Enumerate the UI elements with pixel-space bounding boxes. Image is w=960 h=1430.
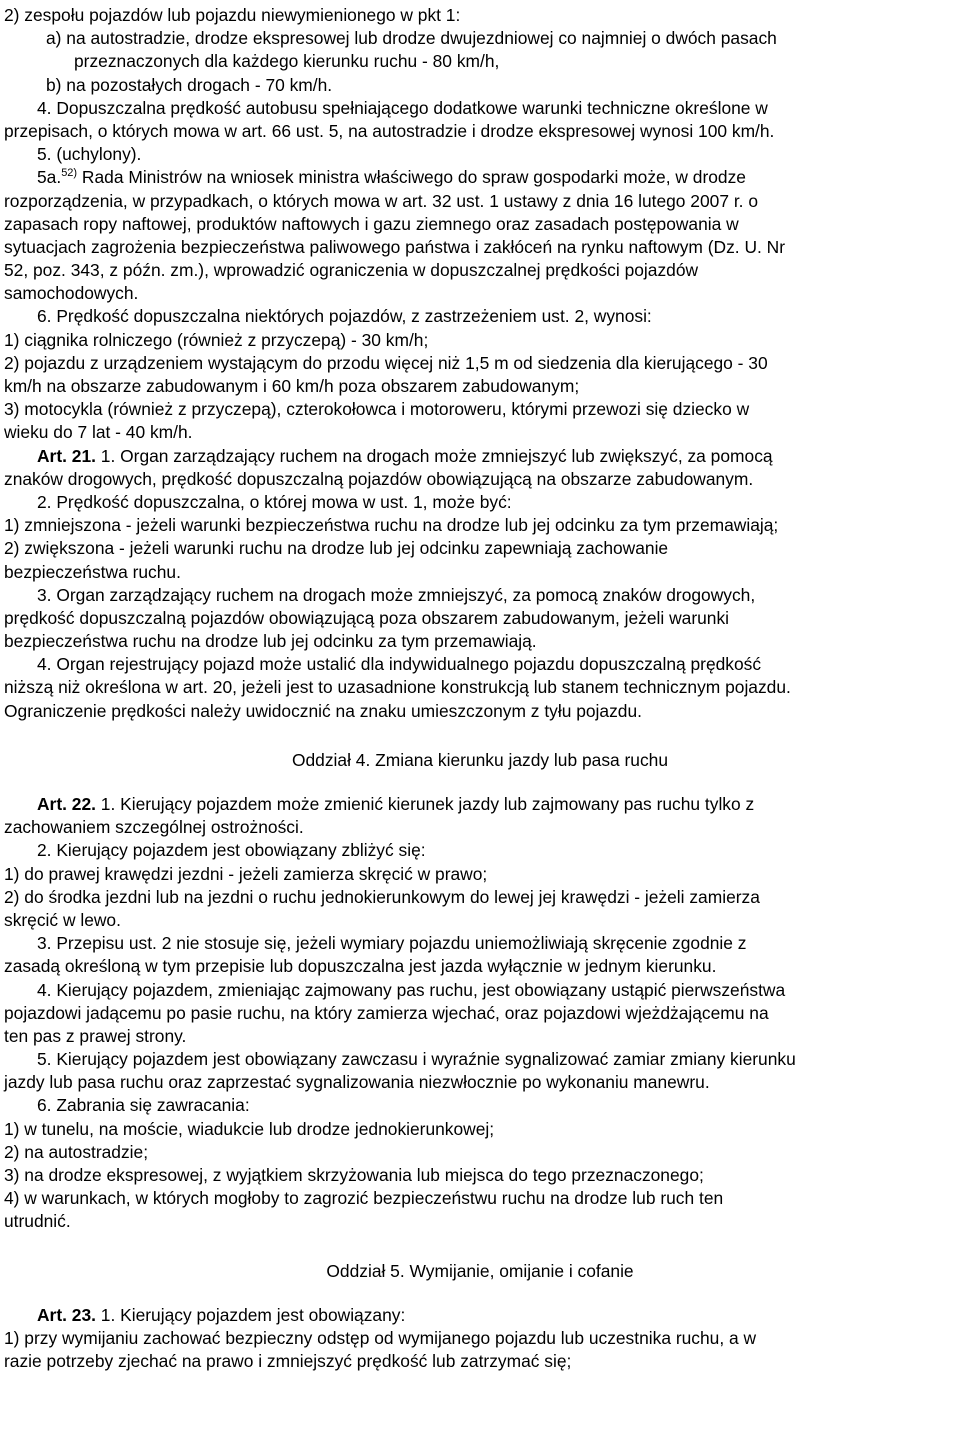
text-line: a) na autostradzie, drodze ekspresowej lub drodze dwujezdniowej co najmniej o dwóch pasach — [46, 28, 777, 49]
section-heading: Oddział 5. Wymijanie, omijanie i cofanie — [326, 1260, 634, 1281]
text-fragment: 1. Kierujący pojazdem może zmienić kierunek jazdy lub zajmowany pas ruchu tylko z — [95, 794, 755, 814]
text-line: wieku do 7 lat - 40 km/h. — [4, 422, 193, 443]
text-line: rozporządzenia, w przypadkach, o których mowa w art. 32 ust. 1 ustawy z dnia 16 lutego 2007 r. o — [4, 190, 758, 211]
text-line: zapasach ropy naftowej, produktów naftowych i gazu ziemnego oraz zasadach postępowania w — [4, 213, 739, 234]
text-line: 3. Organ zarządzający ruchem na drogach może zmniejszyć, za pomocą znaków drogowych, — [37, 584, 756, 605]
text-line: utrudnić. — [4, 1211, 71, 1232]
article-label: Art. 21. — [37, 445, 96, 466]
text-line: 2) do środka jezdni lub na jezdni o ruchu jednokierunkowym do lewej jej krawędzi - jeżeli zamierza — [4, 886, 760, 907]
text-line: 2) zespołu pojazdów lub pojazdu niewymienionego w pkt 1: — [4, 5, 461, 25]
text-line: bezpieczeństwa ruchu. — [4, 561, 181, 582]
text-line: 1) ciągnika rolniczego (również z przyczepą) - 30 km/h; — [4, 329, 429, 350]
text-line: 2) na autostradzie; — [4, 1141, 149, 1162]
text-line: zachowaniem szczególnej ostrożności. — [4, 817, 304, 838]
text-line: skręcić w lewo. — [4, 909, 121, 930]
paragraph-number: 5a. — [37, 167, 62, 188]
text-line: 5. (uchylony). — [37, 144, 142, 165]
article-label: Art. 23. — [37, 1304, 96, 1325]
text-line — [4, 1304, 956, 1327]
text-line: 2. Kierujący pojazdem jest obowiązany zbliżyć się: — [37, 840, 426, 861]
article-label: Art. 22. — [37, 794, 96, 814]
text-line: 2. Prędkość dopuszczalna, o której mowa w ust. 1, może być: — [37, 491, 512, 512]
text-line: 1) przy wymijaniu zachować bezpieczny odstęp od wymijanego pojazdu lub uczestnika ruchu, a w — [4, 1327, 757, 1348]
text-line: pojazdowi jadącemu po pasie ruchu, na który zamierza wjechać, oraz pojazdowi wjeżdżającemu na — [4, 1002, 769, 1023]
text-fragment: 1. Organ zarządzający ruchem na drogach może zmniejszyć lub zwiększyć, za pomocą — [95, 445, 773, 466]
text-line: niższą niż określona w art. 20, jeżeli jest to uzasadnione konstrukcją lub stanem technicznym pojazdu. — [4, 677, 791, 698]
document-page — [4, 4, 956, 1373]
text-line: 6. Zabrania się zawracania: — [37, 1095, 250, 1116]
text-line: Ograniczenie prędkości należy uwidocznić na znaku umieszczonym z tyłu pojazdu. — [4, 700, 642, 721]
text-line: 4) w warunkach, w których mogłoby to zagrozić bezpieczeństwu ruchu na drodze lub ruch ten — [4, 1188, 724, 1209]
text-line: ten pas z prawej strony. — [4, 1025, 187, 1046]
footnote-marker: 52) — [61, 167, 78, 180]
text-line — [4, 166, 956, 189]
section-heading: Oddział 4. Zmiana kierunku jazdy lub pasa ruchu — [291, 749, 669, 770]
text-line: 2) zwiększona - jeżeli warunki ruchu na drodze lub jej odcinku zapewniają zachowanie — [4, 538, 669, 559]
text-line: km/h na obszarze zabudowanym i 60 km/h poza obszarem zabudowanym; — [4, 376, 580, 396]
text-fragment: 1. Kierujący pojazdem jest obowiązany: — [95, 1304, 406, 1325]
text-fragment: Rada Ministrów na wniosek ministra właściwego do spraw gospodarki może, w drodze — [77, 167, 746, 188]
text-line: sytuacjach zagrożenia bezpieczeństwa paliwowego państwa i zakłóceń na rynku naftowym (Dz. U. Nr — [4, 236, 786, 257]
text-line — [4, 793, 956, 816]
text-line: 1) do prawej krawędzi jezdni - jeżeli zamierza skręcić w prawo; — [4, 863, 488, 884]
text-line: przepisach, o których mowa w art. 66 ust. 5, na autostradzie i drodze ekspresowej wynosi 100 km/h. — [4, 120, 775, 141]
text-line: zasadą określoną w tym przepisie lub dopuszczalna jest jazda wyłącznie w jednym kierunku. — [4, 956, 717, 977]
text-line: 2) pojazdu z urządzeniem wystającym do przodu więcej niż 1,5 m od siedzenia dla kierującego - 30 — [4, 352, 768, 373]
text-line: 52, poz. 343, z późn. zm.), wprowadzić ograniczenia w dopuszczalnej prędkości pojazdów — [4, 260, 699, 281]
text-line: 3. Przepisu ust. 2 nie stosuje się, jeżeli wymiary pojazdu uniemożliwiają skręcenie zgodnie z — [37, 933, 747, 954]
text-line: 1) zmniejszona - jeżeli warunki bezpieczeństwa ruchu na drodze lub jej odcinku za tym przemawiają; — [4, 515, 779, 536]
text-line: samochodowych. — [4, 283, 139, 304]
text-line: znaków drogowych, prędkość dopuszczalną pojazdów obowiązującą na obszarze zabudowanym. — [4, 468, 754, 489]
text-line: 4. Kierujący pojazdem, zmieniając zajmowany pas ruchu, jest obowiązany ustąpić pierwszeństwa — [37, 979, 786, 1000]
text-line: 4. Organ rejestrujący pojazd może ustalić dla indywidualnego pojazdu dopuszczalną prędkość — [37, 654, 762, 675]
text-line: 5. Kierujący pojazdem jest obowiązany zawczasu i wyraźnie sygnalizować zamiar zmiany kierunku — [37, 1049, 796, 1070]
text-line: 6. Prędkość dopuszczalna niektórych pojazdów, z zastrzeżeniem ust. 2, wynosi: — [37, 306, 652, 327]
text-line: 3) na drodze ekspresowej, z wyjątkiem skrzyżowania lub miejsca do tego przeznaczonego; — [4, 1165, 704, 1185]
text-line: b) na pozostałych drogach - 70 km/h. — [46, 74, 333, 95]
text-line: 4. Dopuszczalna prędkość autobusu spełniającego dodatkowe warunki techniczne określone w — [37, 97, 768, 118]
text-line: prędkość dopuszczalną pojazdów obowiązującą poza obszarem zabudowanym, jeżeli warunki — [4, 607, 730, 628]
text-line: przeznaczonych dla każdego kierunku ruchu - 80 km/h, — [74, 51, 500, 72]
text-line: razie potrzeby zjechać na prawo i zmniejszyć prędkość lub zatrzymać się; — [4, 1351, 572, 1372]
text-line: 3) motocykla (również z przyczepą), czterokołowca i motoroweru, którymi przewozi się dziecko w — [4, 399, 750, 420]
text-line: 1) w tunelu, na moście, wiadukcie lub drodze jednokierunkowej; — [4, 1118, 495, 1139]
text-line: jazdy lub pasa ruchu oraz zaprzestać sygnalizowania niezwłocznie po wykonaniu manewru. — [4, 1072, 710, 1093]
text-line: bezpieczeństwa ruchu na drodze lub jej odcinku za tym przemawiają. — [4, 631, 537, 652]
text-line — [4, 445, 956, 468]
